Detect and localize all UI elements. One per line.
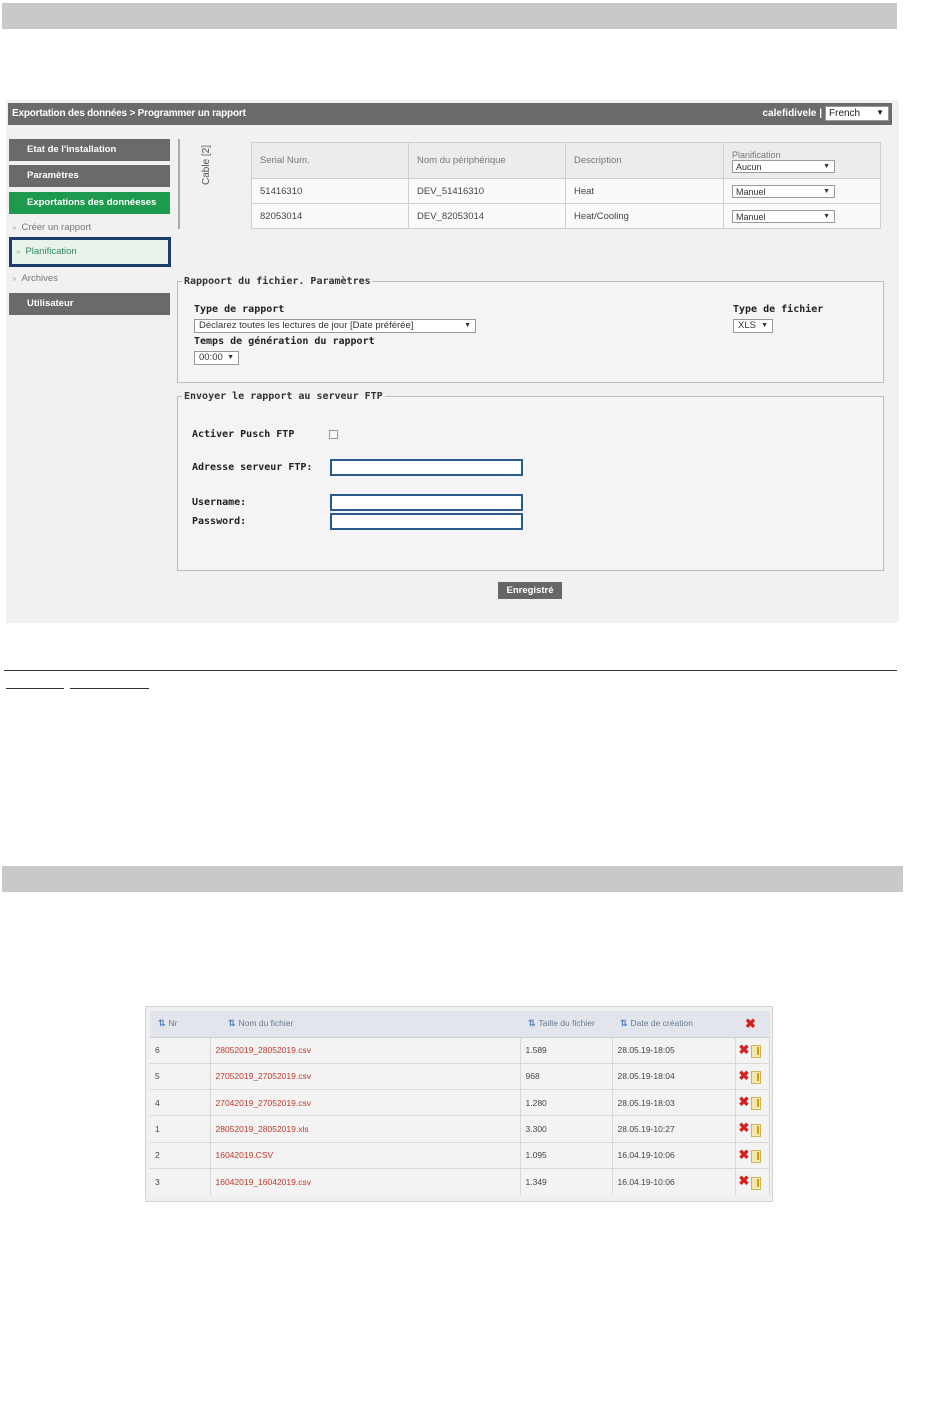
bullet-icon: » xyxy=(12,223,17,232)
download-icon[interactable] xyxy=(751,1177,761,1190)
table-row xyxy=(150,1142,770,1168)
device-group-label: Cable [2] xyxy=(201,144,212,185)
delete-icon[interactable]: ✖ xyxy=(738,1173,750,1189)
delete-icon[interactable]: ✖ xyxy=(738,1041,750,1057)
ftp-server-input[interactable] xyxy=(330,459,523,476)
description-cell: Heat/Cooling xyxy=(566,204,724,229)
filename-link[interactable]: 27042019_27052019.csv xyxy=(210,1090,520,1116)
device-table xyxy=(251,142,881,229)
description-cell: Heat xyxy=(566,179,724,204)
select-value: Aucun xyxy=(736,162,762,172)
actions-cell xyxy=(735,1090,770,1116)
ftp-username-input[interactable] xyxy=(330,494,523,511)
device-name-cell: DEV_82053014 xyxy=(409,204,566,229)
device-name-cell: DEV_51416310 xyxy=(409,179,566,204)
sidebar-item-parameters[interactable]: Paramètres xyxy=(9,165,170,187)
actions-cell xyxy=(735,1168,770,1194)
footer-link[interactable] xyxy=(70,675,149,689)
save-button[interactable]: Enregistré xyxy=(498,582,562,599)
sidebar-subitem-label: Créer un rapport xyxy=(21,222,92,233)
download-icon[interactable] xyxy=(751,1045,761,1058)
bullet-icon: » xyxy=(12,274,17,283)
sidebar-item-data-export[interactable]: Exportations des donnéeses xyxy=(9,192,170,214)
select-value: Manuel xyxy=(736,186,766,197)
delete-icon[interactable]: ✖ xyxy=(738,1067,750,1083)
column-header-filename[interactable] xyxy=(210,1011,520,1037)
actions-cell xyxy=(735,1116,770,1142)
sort-icon: ⇅ xyxy=(158,1018,166,1029)
column-header-label: Nr xyxy=(168,1018,178,1029)
table-row xyxy=(150,1168,770,1194)
actions-cell xyxy=(735,1063,770,1089)
nr-cell: 4 xyxy=(150,1090,210,1116)
serial-cell: 82053014 xyxy=(252,204,409,229)
sidebar-item-user[interactable]: Utilisateur xyxy=(9,293,170,315)
select-value: Déclarez toutes les lectures de jour [Date préférée] xyxy=(199,320,414,331)
chevron-down-icon: ▼ xyxy=(464,322,471,329)
table-row xyxy=(150,1037,770,1063)
schedule-report-screen xyxy=(6,100,899,623)
column-header-label: Taille du fichier xyxy=(538,1018,595,1029)
planification-select[interactable] xyxy=(732,210,835,223)
date-cell: 16.04.19-10:06 xyxy=(612,1168,735,1194)
column-header-description: Description xyxy=(566,143,724,179)
table-row xyxy=(150,1116,770,1142)
size-cell: 1.349 xyxy=(520,1168,612,1194)
delete-icon[interactable]: ✖ xyxy=(738,1146,750,1162)
chevron-down-icon: ▼ xyxy=(876,108,884,117)
planification-cell xyxy=(724,204,881,229)
divider xyxy=(178,139,180,229)
nr-cell: 2 xyxy=(150,1142,210,1168)
column-header-device-name: Nom du périphérique xyxy=(409,143,566,179)
column-header-nr[interactable] xyxy=(150,1011,210,1037)
ftp-password-input[interactable] xyxy=(330,513,523,530)
user-name-label[interactable]: calefidivele | xyxy=(762,108,822,119)
serial-cell: 51416310 xyxy=(252,179,409,204)
generation-time-label: Temps de génération du rapport xyxy=(194,336,375,347)
divider xyxy=(4,670,897,671)
archives-table xyxy=(150,1011,770,1195)
filename-link[interactable]: 28052019_28052019.xls xyxy=(210,1116,520,1142)
ftp-section xyxy=(177,391,884,571)
sort-icon: ⇅ xyxy=(528,1018,536,1029)
delete-all-icon[interactable]: ✖ xyxy=(745,1016,756,1032)
filename-link[interactable]: 16042019_16042019.csv xyxy=(210,1168,520,1194)
ftp-password-label: Password: xyxy=(192,516,247,527)
actions-cell xyxy=(735,1142,770,1168)
table-row xyxy=(252,179,881,204)
nr-cell: 5 xyxy=(150,1063,210,1089)
date-cell: 28.05.19-18:04 xyxy=(612,1063,735,1089)
file-type-label: Type de fichier xyxy=(733,304,824,315)
ftp-server-label: Adresse serveur FTP: xyxy=(192,462,313,473)
nr-cell: 1 xyxy=(150,1116,210,1142)
select-value: Manuel xyxy=(736,211,766,222)
select-value: XLS xyxy=(738,320,756,331)
sidebar-subitem-archives[interactable] xyxy=(12,273,58,284)
footer-link[interactable] xyxy=(6,675,64,689)
column-header-size[interactable] xyxy=(520,1011,612,1037)
report-type-label: Type de rapport xyxy=(194,304,285,315)
delete-icon[interactable]: ✖ xyxy=(738,1120,750,1136)
actions-cell xyxy=(735,1037,770,1063)
download-icon[interactable] xyxy=(751,1124,761,1137)
filename-link[interactable]: 27052019_27052019.csv xyxy=(210,1063,520,1089)
planification-cell xyxy=(724,179,881,204)
date-cell: 28.05.19-18:05 xyxy=(612,1037,735,1063)
sort-icon: ⇅ xyxy=(620,1018,628,1029)
nr-cell: 6 xyxy=(150,1037,210,1063)
archives-panel xyxy=(145,1006,773,1202)
chevron-down-icon: ▼ xyxy=(823,187,830,195)
chevron-down-icon: ▼ xyxy=(823,163,830,170)
sort-icon: ⇅ xyxy=(228,1018,236,1029)
ftp-username-label: Username: xyxy=(192,497,247,508)
column-header-date[interactable] xyxy=(612,1011,735,1037)
sidebar-subitem-planification[interactable] xyxy=(9,237,171,267)
delete-icon[interactable]: ✖ xyxy=(738,1094,750,1110)
chevron-down-icon: ▼ xyxy=(823,212,830,220)
date-cell: 16.04.19-10:06 xyxy=(612,1142,735,1168)
download-icon[interactable] xyxy=(751,1097,761,1110)
chevron-down-icon: ▼ xyxy=(227,354,234,361)
size-cell: 1.280 xyxy=(520,1090,612,1116)
section-legend: Envoyer le rapport au serveur FTP xyxy=(184,391,383,402)
report-type-select[interactable] xyxy=(194,319,476,333)
sidebar-subitem-create-report[interactable] xyxy=(12,222,91,233)
planification-all-select[interactable] xyxy=(732,160,835,173)
table-row xyxy=(150,1090,770,1116)
language-value: French xyxy=(829,108,861,119)
top-gray-band xyxy=(2,3,897,29)
chevron-down-icon: ▼ xyxy=(761,322,768,329)
column-header-label: Date de création xyxy=(630,1018,693,1029)
sidebar-subitem-label: Planification xyxy=(25,246,77,257)
section-legend: Rappoort du fichier. Paramètres xyxy=(184,276,371,287)
planification-select[interactable] xyxy=(732,185,835,198)
table-row xyxy=(252,204,881,229)
ftp-activate-label: Activer Pusch FTP xyxy=(192,429,295,440)
generation-time-select[interactable] xyxy=(194,351,239,365)
date-cell: 28.05.19-18:03 xyxy=(612,1090,735,1116)
file-type-select[interactable] xyxy=(733,319,773,333)
download-icon[interactable] xyxy=(751,1071,761,1084)
table-row xyxy=(150,1063,770,1089)
bullet-icon: » xyxy=(16,247,21,256)
nr-cell: 3 xyxy=(150,1168,210,1194)
size-cell: 968 xyxy=(520,1063,612,1089)
filename-link[interactable]: 28052019_28052019.csv xyxy=(210,1037,520,1063)
planification-header-label: Planification xyxy=(732,150,781,160)
middle-gray-band xyxy=(2,866,903,892)
sidebar-item-installation-state[interactable]: Etat de l'installation xyxy=(9,139,170,161)
language-select[interactable] xyxy=(825,106,889,121)
column-header-label: Nom du fichier xyxy=(238,1018,294,1029)
column-header-delete-all[interactable] xyxy=(735,1011,770,1037)
filename-link[interactable]: 16042019.CSV xyxy=(210,1142,520,1168)
size-cell: 3.300 xyxy=(520,1116,612,1142)
breadcrumb: Exportation des données > Programmer un rapport xyxy=(12,108,246,119)
column-header-serial: Serial Num. xyxy=(252,143,409,179)
sidebar-subitem-label: Archives xyxy=(21,273,58,284)
top-bar xyxy=(8,103,892,125)
select-value: 00:00 xyxy=(199,352,223,363)
column-header-planification xyxy=(724,143,881,179)
date-cell: 28.05.19-10:27 xyxy=(612,1116,735,1142)
size-cell: 1.095 xyxy=(520,1142,612,1168)
ftp-activate-checkbox[interactable] xyxy=(329,430,338,439)
size-cell: 1.589 xyxy=(520,1037,612,1063)
download-icon[interactable] xyxy=(751,1150,761,1163)
